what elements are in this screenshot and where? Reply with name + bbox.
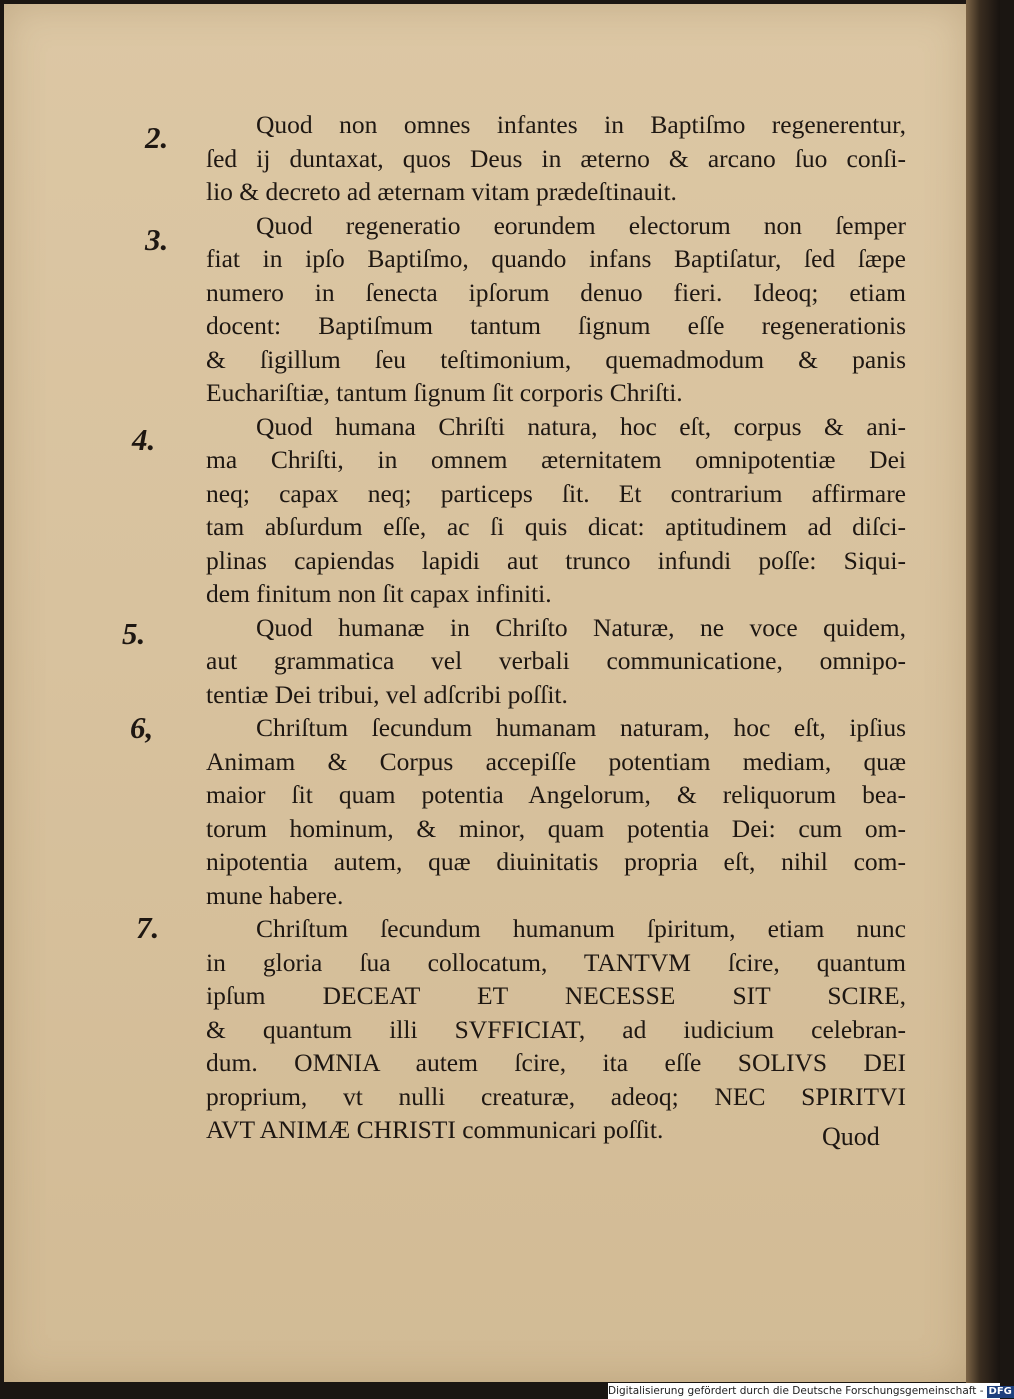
text-line: plinas capiendas lapidi aut trunco infundi poſſe: Siqui- — [206, 545, 906, 575]
text-line: & quantum illi SVFFICIAT, ad iudicium celebran- — [206, 1014, 906, 1044]
text-line: ma Chriſti, in omnem æternitatem omnipotentiæ Dei — [206, 445, 906, 474]
footer-text: Digitalisierung gefördert durch die Deutsche Forschungsgemeinschaft - — [608, 1385, 984, 1397]
text-line: ſed ij duntaxat, quos Deus in æterno & arcano ſuo conſi- — [206, 143, 906, 173]
text-line: in gloria ſua collocatum, TANTVM ſcire, quantum — [206, 947, 906, 977]
body-text — [206, 108, 906, 1147]
text-line: mune habere. — [206, 880, 344, 910]
article-number-3: 3. — [145, 222, 169, 257]
text-line: Quod humana Chriſti natura, hoc eſt, corpus & ani- — [256, 411, 906, 441]
article-number-7: 7. — [136, 910, 160, 945]
text-line: aut grammatica vel verbali communicatione, omnipo- — [206, 646, 906, 675]
article-number-5: 5. — [122, 616, 146, 651]
text-line: proprium, vt nulli creaturæ, adeoq; NEC SPIRITVI — [206, 1081, 906, 1111]
text-line: tam abſurdum eſſe, ac ſi quis dicat: aptitudinem ad diſci- — [206, 512, 906, 541]
text-line: Euchariſtiæ, tantum ſignum ſit corporis Chriſti. — [206, 378, 683, 407]
text-line: neq; capax neq; particeps ſit. Et contrarium affirmare — [206, 478, 906, 508]
digitization-footer — [608, 1383, 1012, 1399]
text-line: Quod non omnes infantes in Baptiſmo regenerentur, — [256, 110, 906, 139]
text-line: nipotentia autem, quæ diuinitatis propria eſt, nihil com- — [206, 847, 906, 876]
catchword: Quod — [822, 1122, 880, 1151]
text-line: numero in ſenecta ipſorum denuo fieri. Ideoq; etiam — [206, 277, 906, 307]
text-line: dum. OMNIA autem ſcire, ita eſſe SOLIVS DEI — [206, 1048, 906, 1077]
text-line: torum hominum, & minor, quam potentia Dei: cum om- — [206, 813, 906, 843]
article-number-6: 6, — [130, 710, 154, 745]
text-line: AVT ANIMÆ CHRISTI communicari poſſit. — [206, 1115, 664, 1144]
text-line: Quod regeneratio eorundem electorum non ſemper — [256, 210, 906, 240]
text-line: tentiæ Dei tribui, vel adſcribi poſſit. — [206, 679, 568, 709]
text-line: maior ſit quam potentia Angelorum, & reliquorum bea- — [206, 780, 906, 809]
text-line: Chriſtum ſecundum humanam naturam, hoc eſt, ipſius — [256, 713, 906, 742]
text-line: Animam & Corpus accepiſſe potentiam mediam, quæ — [206, 746, 906, 776]
article-number-2: 2. — [145, 120, 169, 155]
page-edge — [966, 0, 1000, 1386]
text-line: docent: Baptiſmum tantum ſignum eſſe regenerationis — [206, 311, 906, 340]
text-line: fiat in ipſo Baptiſmo, quando infans Baptiſatur, ſed ſæpe — [206, 244, 906, 273]
dfg-logo: DFG — [988, 1386, 1012, 1397]
text-line: & ſigillum ſeu teſtimonium, quemadmodum & panis — [206, 344, 906, 374]
text-line: ipſum DECEAT ET NECESSE SIT SCIRE, — [206, 981, 906, 1010]
text-line: Quod humanæ in Chriſto Naturæ, ne voce quidem, — [256, 612, 906, 642]
text-line: dem finitum non ſit capax infiniti. — [206, 579, 552, 608]
text-line: Chriſtum ſecundum humanum ſpiritum, etiam nunc — [256, 914, 906, 943]
text-line: lio & decreto ad æternam vitam prædeſtinauit. — [206, 177, 677, 206]
article-number-4: 4. — [132, 422, 156, 457]
